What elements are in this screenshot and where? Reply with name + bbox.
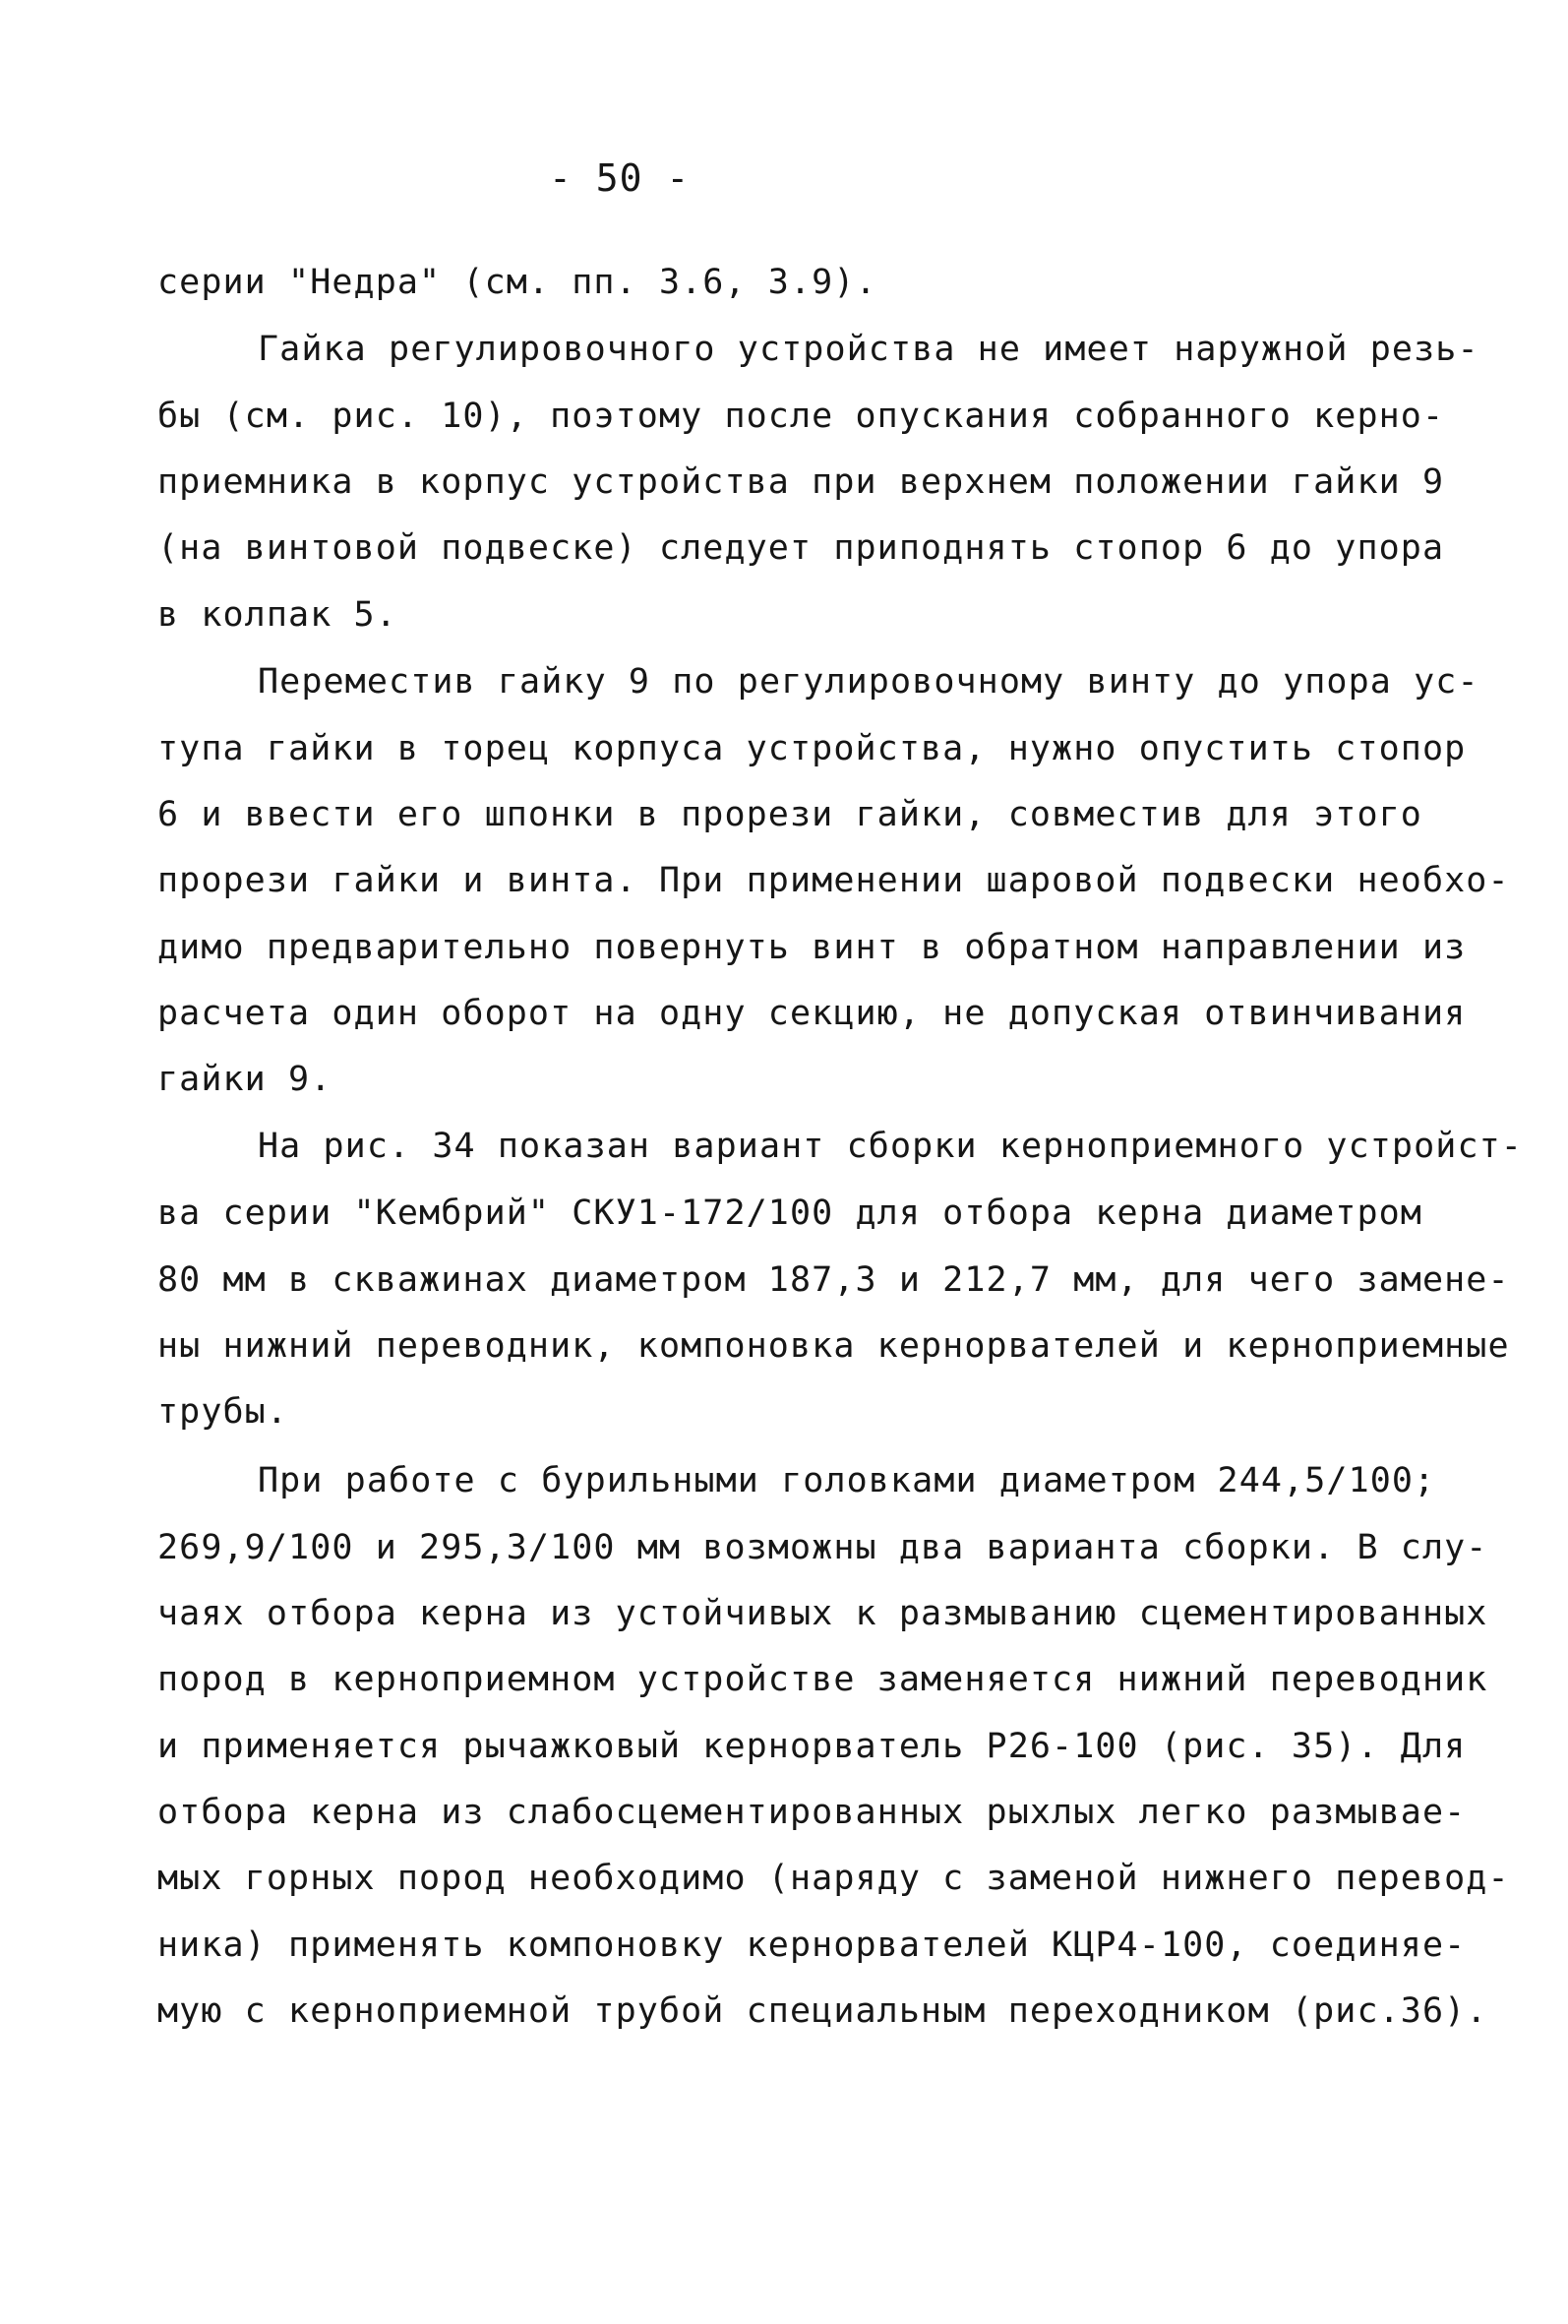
text-line: отбора керна из слабосцементированных рыхлых легко размывае- <box>157 1793 1467 1832</box>
text-line: 6 и ввести его шпонки в прорези гайки, совместив для этого <box>157 795 1422 834</box>
text-line: ника) применять компоновку кернорвателей КЦР4-100, соединяе- <box>157 1926 1467 1965</box>
text-line: ны нижний переводник, компоновка кернорвателей и керноприемные <box>157 1326 1510 1366</box>
text-line: расчета один оборот на одну секцию, не допуская отвинчивания <box>157 994 1467 1033</box>
text-line: мую с керноприемной трубой специальным переходником (рис.36). <box>157 1991 1488 2031</box>
text-line: приемника в корпус устройства при верхнем положении гайки 9 <box>157 462 1445 502</box>
text-line: гайки 9. <box>157 1060 332 1099</box>
text-line: прорези гайки и винта. При применении шаровой подвески необхо- <box>157 861 1510 900</box>
paragraph-first-line: Переместив гайку 9 по регулировочному винту до упора ус- <box>258 662 1479 702</box>
page-number: - 50 - <box>549 156 691 200</box>
text-line: ва серии "Кембрий" СКУ1-172/100 для отбора керна диаметром <box>157 1193 1422 1233</box>
text-line: пород в керноприемном устройстве заменяется нижний переводник <box>157 1660 1488 1699</box>
text-line: тупа гайки в торец корпуса устройства, нужно опустить стопор <box>157 729 1467 768</box>
text-line: 269,9/100 и 295,3/100 мм возможны два варианта сборки. В слу- <box>157 1528 1488 1567</box>
text-line: серии "Недра" (см. пп. 3.6, 3.9). <box>157 263 877 302</box>
text-line: бы (см. рис. 10), поэтому после опускания собранного керно- <box>157 397 1445 436</box>
text-line: (на винтовой подвеске) следует приподнять стопор 6 до упора <box>157 528 1445 568</box>
paragraph-first-line: На рис. 34 показан вариант сборки керноприемного устройст- <box>258 1127 1523 1166</box>
text-line: трубы. <box>157 1392 289 1432</box>
paragraph-first-line: Гайка регулировочного устройства не имеет наружной резь- <box>258 330 1479 369</box>
text-line: димо предварительно повернуть винт в обратном направлении из <box>157 928 1467 967</box>
text-line: в колпак 5. <box>157 595 397 635</box>
text-line: 80 мм в скважинах диаметром 187,3 и 212,7 мм, для чего замене- <box>157 1260 1510 1300</box>
text-line: и применяется рычажковый кернорватель Р26-100 (рис. 35). Для <box>157 1727 1467 1766</box>
paragraph-first-line: При работе с бурильными головками диаметром 244,5/100; <box>258 1461 1436 1500</box>
text-line: мых горных пород необходимо (наряду с заменой нижнего перевод- <box>157 1859 1510 1898</box>
text-line: чаях отбора керна из устойчивых к размыванию сцементированных <box>157 1594 1488 1633</box>
